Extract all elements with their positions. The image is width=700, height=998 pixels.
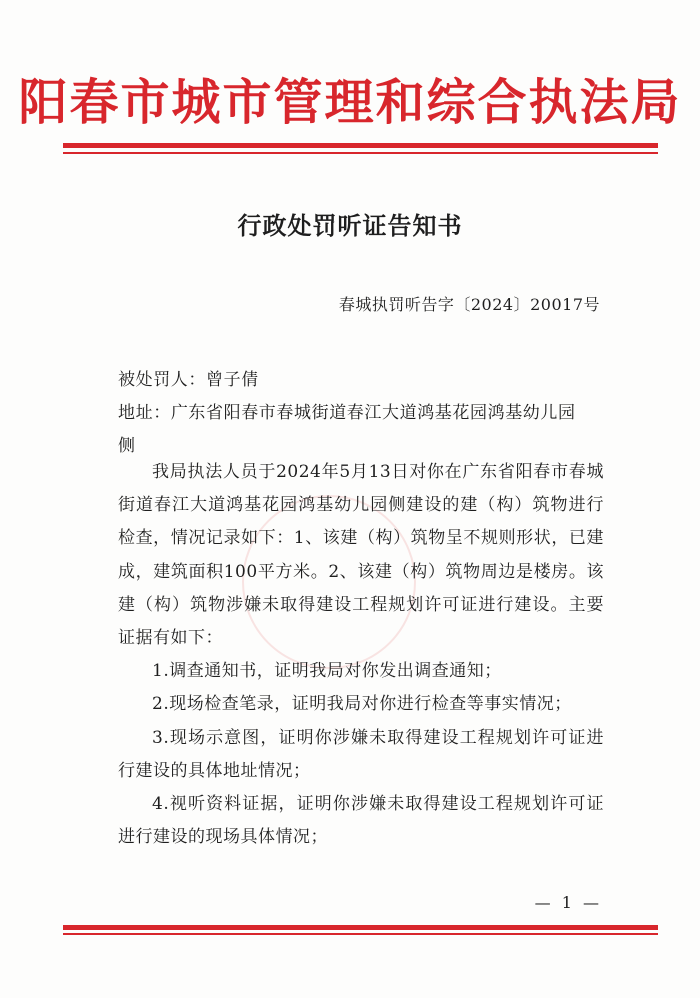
evidence-item: 3.现场示意图，证明你涉嫌未取得建设工程规划许可证进行建设的具体地址情况； [118, 727, 604, 781]
address-line-continued [118, 431, 136, 456]
party-name: 曾子倩 [206, 370, 259, 390]
address-label: 地址： [118, 403, 171, 423]
document-number: 春城执罚听告字〔2024〕20017号 [338, 295, 600, 314]
header-rule-thick [63, 143, 658, 148]
header-rule-thin [63, 152, 658, 154]
address-text-line2: 侧 [118, 436, 136, 456]
evidence-item: 1.调查通知书，证明我局对你发出调查通知； [152, 661, 502, 682]
address-line [118, 398, 576, 423]
agency-header: 阳春市城市管理和综合执法局 [18, 73, 682, 131]
party-label: 被处罚人： [118, 370, 206, 390]
footer-rule-thin [63, 933, 658, 935]
body-paragraph-intro: 我局执法人员于2024年5月13日对你在广东省阳春市春城街道春江大道鸿基花园鸿基幼儿园侧建设的建（构）筑物进行检查，情况记录如下：1、该建（构）筑物呈不规则形状，已建成，建筑面积100平方米。2、该建（构）筑物周边是楼房。该建（构）筑物涉嫌未取得建设工程规划许可证进行建设。主要证据有如下： [118, 462, 604, 649]
document-title: 行政处罚听证告知书 [237, 211, 463, 240]
footer-rule-thick [63, 925, 658, 930]
evidence-item: 4.视听资料证据，证明你涉嫌未取得建设工程规划许可证进行建设的现场具体情况； [118, 794, 604, 848]
evidence-item: 2.现场检查笔录，证明我局对你进行检查等事实情况； [152, 694, 572, 715]
address-text-line1: 广东省阳春市春城街道春江大道鸿基花园鸿基幼儿园 [170, 403, 576, 423]
party-line [118, 365, 259, 390]
page-number: — 1 — [534, 893, 602, 912]
body-text [118, 456, 604, 854]
